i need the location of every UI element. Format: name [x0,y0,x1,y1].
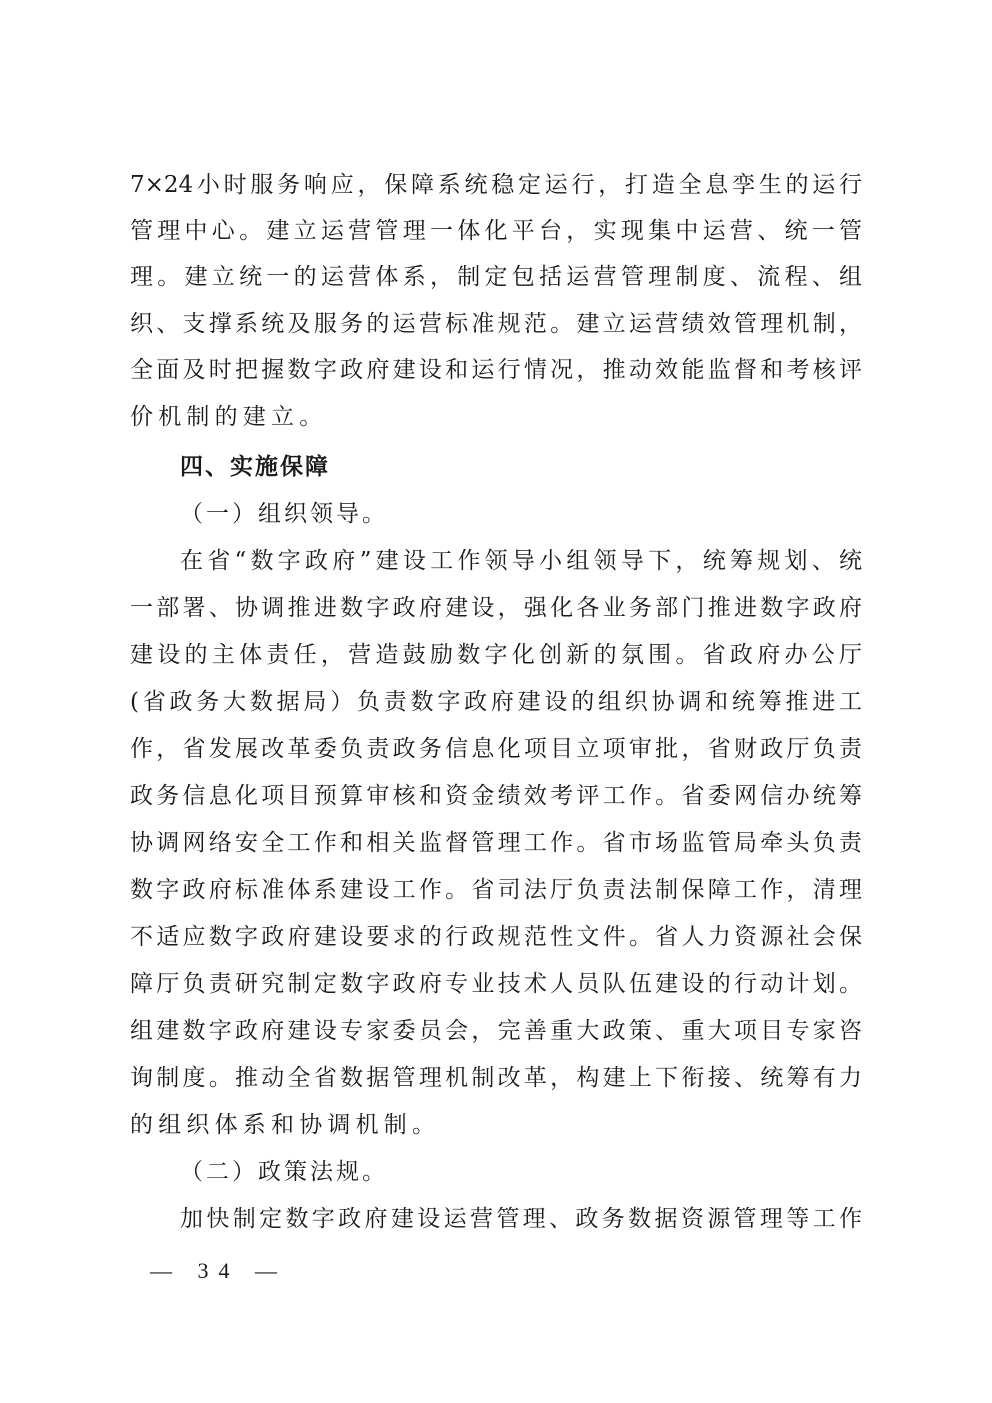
paragraph-line: 数字政府标准体系建设工作。省司法厅负责法制保障工作，清理 [130,877,862,903]
paragraph-line: 组建数字政府建设专家委员会，完善重大政策、重大项目专家咨 [130,1018,862,1044]
paragraph-line: 一部署、协调推进数字政府建设，强化各业务部门推进数字政府 [130,595,862,621]
paragraph-line: 织、支撑系统及服务的运营标准规范。建立运营绩效管理机制， [130,311,862,337]
paragraph-line: 询制度。推动全省数据管理机制改革，构建上下衔接、统筹有力 [130,1065,862,1091]
paragraph-line: 在省“数字政府”建设工作领导小组领导下，统筹规划、统 [180,548,862,574]
paragraph-line: 作，省发展改革委负责政务信息化项目立项审批，省财政厅负责 [130,736,862,762]
subsection-heading: （一）组织领导。 [180,501,388,527]
paragraph-line: 建设的主体责任，营造鼓励数字化创新的氛围。省政府办公厅 [130,642,862,668]
paragraph-line: 全面及时把握数字政府建设和运行情况，推动效能监督和考核评 [130,357,862,383]
section-heading: 四、实施保障 [180,454,330,480]
paragraph-line: 障厅负责研究制定数字政府专业技术人员队伍建设的行动计划。 [130,971,862,997]
paragraph-line: 7×24小时服务响应，保障系统稳定运行，打造全息孪生的运行 [130,172,862,198]
paragraph-line: 价机制的建立。 [130,404,328,430]
paragraph-line: (省政务大数据局）负责数字政府建设的组织协调和统筹推进工 [130,689,862,715]
subsection-heading: （二）政策法规。 [180,1159,388,1185]
paragraph-line: 协调网络安全工作和相关监督管理工作。省市场监管局牵头负责 [130,830,862,856]
paragraph-line: 不适应数字政府建设要求的行政规范性文件。省人力资源社会保 [130,924,862,950]
paragraph-line: 的组织体系和协调机制。 [130,1112,441,1138]
paragraph-line: 管理中心。建立运营管理一体化平台，实现集中运营、统一管 [130,218,862,244]
paragraph-line: 加快制定数字政府建设运营管理、政务数据资源管理等工作 [180,1206,862,1232]
page-number: — 34 — [150,1258,287,1283]
paragraph-line: 理。建立统一的运营体系，制定包括运营管理制度、流程、组 [130,264,862,290]
paragraph-line: 政务信息化项目预算审核和资金绩效考评工作。省委网信办统筹 [130,783,862,809]
